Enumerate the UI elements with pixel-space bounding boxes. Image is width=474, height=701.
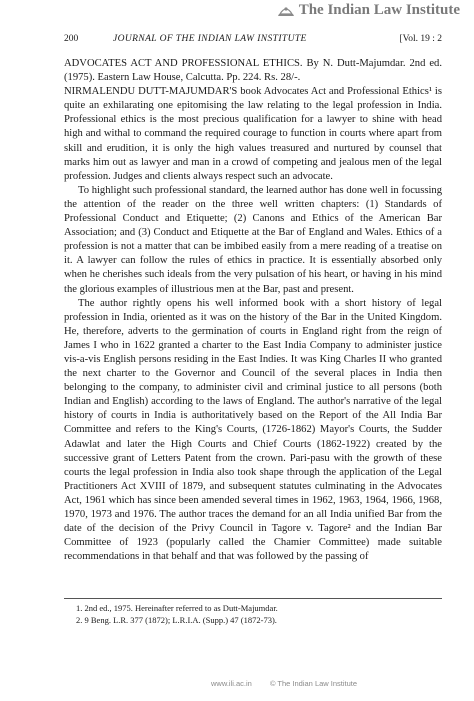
watermark <box>277 2 460 19</box>
journal-title: JOURNAL OF THE INDIAN LAW INSTITUTE <box>113 34 307 44</box>
paragraph: The author rightly opens his well informed book with a short history of legal profession in India, oriented as it was on the history of the Bar in the United Kingdom. He, therefore, adverts to the germination of courts in England right from the reign of James I who in 1622 granted a charter to the East India Company to administer justice vis-a-vis English persons residing in the East Indies. It was King Charles II who granted the next charter to the Governor and Council of the several places in India then belonging to the company, to administer civil and criminal justice to all persons (both Indian and English) according to the laws of England. The author's narrative of the legal history of courts in India is authoritatively based on the Report of the All India Bar Committee and refers to the King's Courts, (1726-1862) Mayor's Courts, the Sudder Adawlat and later the High Courts and Chief Courts (1862-1922) created by the successive grant of Letters Patent from the crown. Pari-pasu with the growth of these courts the legal profession in India also took shape through the application of the Legal Practitioners Act XVIII of 1879, and subsequent statutes culminating in the Advocates Act, 1961 which has since been amended several times in 1962, 1963, 1964, 1966, 1968, 1970, 1973 and 1976. The author traces the demand for an all India unified Bar from the date of the decision of the Privy Council in Tagore v. Tagore² and the Indian Bar Committee of 1923 (popularly called the Chamier Committee) made suitable recommendations in that behalf and that was followed by the passing of <box>64 297 442 563</box>
footer-url: www.ili.ac.in <box>211 679 252 688</box>
footnotes <box>64 602 442 626</box>
paragraph: To highlight such professional standard, the learned author has done well in focussing the attention of the reader on the three well written chapters: (1) Standards of Professional Conduct and Etiquette; (2) Canons and Ethics of the American Bar Association; and (3) Conduct and Etiquette at the Bar of England and Wales. Ethics of a profession is not a matter that can be imbibed easily from a mere reading of a treatise on it. A lawyer can follow the rules of ethics in practice. It is essentially absorbed only when he cherishes such ideals from the very pulsation of his heart, or having in his mind the glorious examples of illustrious men at the Bar, past and present. <box>64 184 442 295</box>
footnote: 2. 9 Beng. L.R. 377 (1872); L.R.I.A. (Supp.) 47 (1872-73). <box>76 615 277 625</box>
paragraph: NIRMALENDU DUTT-MAJUMDAR'S book Advocates Act and Professional Ethics¹ is quite an exhilarating one epitomising the law relating to the legal profession in India. Professional ethics is the most precious qualification for a lawyer to shine with head high and withal to command the required courage to function in courts where apart from skill and erudition, it is only the high values treasured and nurtured by counsel that marks him out as lawyer and man in a crowd of competing and jealous men of the legal profession. Judges and clients always respect such an advocate. <box>64 86 442 182</box>
page-footer <box>211 679 373 688</box>
watermark-text: The Indian Law Institute <box>298 2 460 18</box>
running-head <box>64 34 442 48</box>
article-body <box>64 57 442 564</box>
volume-label: [Vol. 19 : 2 <box>399 34 442 44</box>
footnote: 1. 2nd ed., 1975. Hereinafter referred to as Dutt-Majumdar. <box>76 603 278 613</box>
footnote-divider <box>64 598 442 599</box>
institute-emblem-icon <box>277 4 295 18</box>
review-citation: ADVOCATES ACT AND PROFESSIONAL ETHICS. By N. Dutt-Majumdar. 2nd ed. (1975). Eastern Law House, Calcutta. Pp. 224. Rs. 28/-. <box>64 58 442 84</box>
footer-copyright: © The Indian Law Institute <box>269 679 358 688</box>
page-number: 200 <box>64 34 79 44</box>
